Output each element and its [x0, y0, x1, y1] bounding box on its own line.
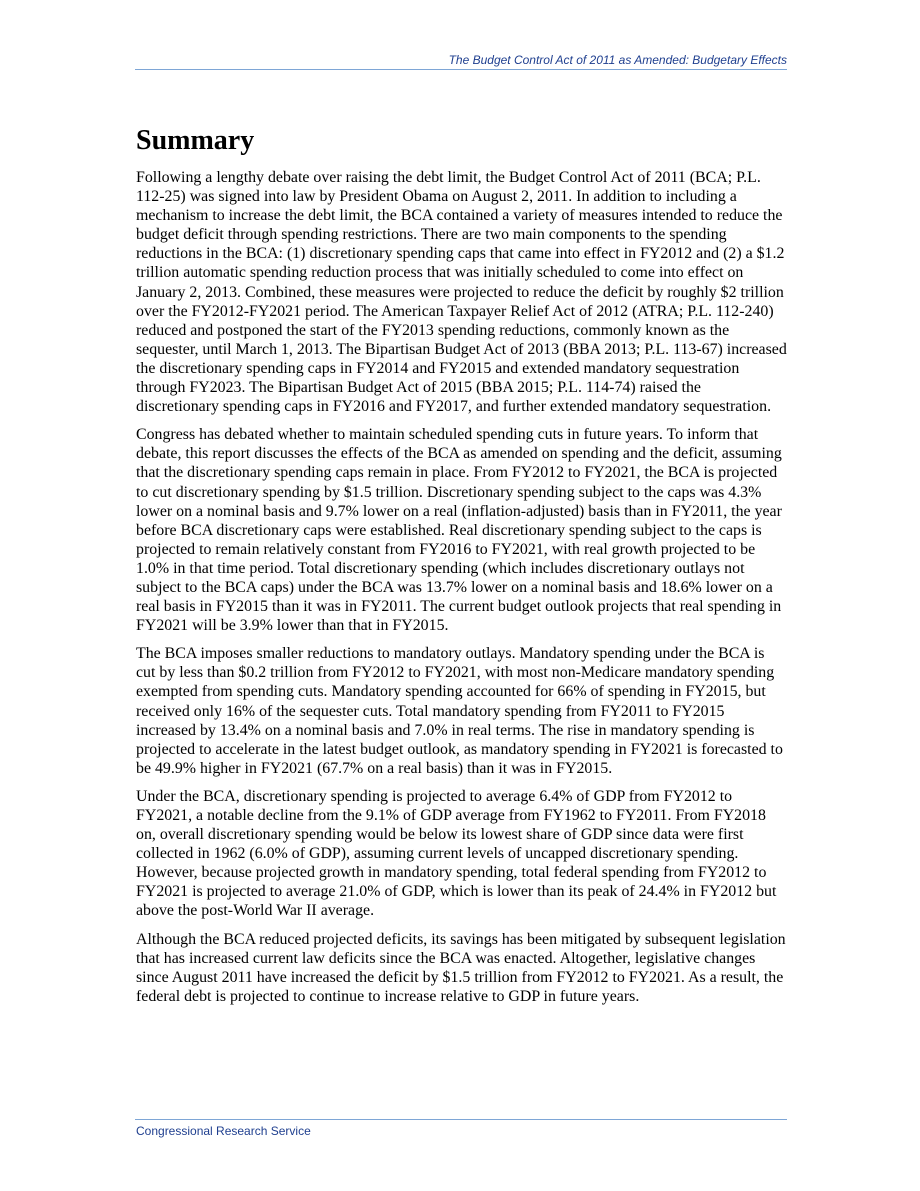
summary-body	[136, 168, 787, 1015]
footer-divider	[135, 1119, 787, 1120]
summary-paragraph-1: Following a lengthy debate over raising the debt limit, the Budget Control Act of 2011 (BCA; P.L. 112-25) was signed into law by President Obama on August 2, 2011. In addition to including a mechanism to increase the debt limit, the BCA contained a variety of measures intended to reduce the budget deficit through spending restrictions. There are two main components to the spending reductions in the BCA: (1) discretionary spending caps that came into effect in FY2012 and (2) a $1.2 trillion automatic spending reduction process that was initially scheduled to come into effect on January 2, 2013. Combined, these measures were projected to reduce the deficit by roughly $2 trillion over the FY2012-FY2021 period. The American Taxpayer Relief Act of 2012 (ATRA; P.L. 112-240) reduced and postponed the start of the FY2013 spending reductions, commonly known as the sequester, until March 1, 2013. The Bipartisan Budget Act of 2013 (BBA 2013; P.L. 113-67) increased the discretionary spending caps in FY2014 and FY2015 and extended mandatory sequestration through FY2023. The Bipartisan Budget Act of 2015 (BBA 2015; P.L. 114-74) raised the discretionary spending caps in FY2016 and FY2017, and further extended mandatory sequestration.	[136, 169, 787, 416]
summary-paragraph-3: The BCA imposes smaller reductions to mandatory outlays. Mandatory spending under the BCA is cut by less than $0.2 trillion from FY2012 to FY2021, with most non-Medicare mandatory spending exempted from spending cuts. Mandatory spending accounted for 66% of spending in FY2015, but received only 16% of the sequester cuts. Total mandatory spending from FY2011 to FY2015 increased by 13.4% on a nominal basis and 7.0% in real terms. The rise in mandatory spending is projected to accelerate in the latest budget outlook, as mandatory spending in FY2021 is forecasted to be 49.9% higher in FY2021 (67.7% on a real basis) than it was in FY2015.	[136, 645, 783, 777]
running-footer: Congressional Research Service	[136, 1124, 311, 1138]
summary-paragraph-4: Under the BCA, discretionary spending is projected to average 6.4% of GDP from FY2012 to FY2021, a notable decline from the 9.1% of GDP average from FY1962 to FY2011. From FY2018 on, overall discretionary spending would be below its lowest share of GDP since data were first collected in 1962 (6.0% of GDP), assuming current levels of uncapped discretionary spending. However, because projected growth in mandatory spending, total federal spending from FY2012 to FY2021 is projected to average 21.0% of GDP, which is lower than its peak of 24.4% in FY2012 but above the post-World War II average.	[136, 787, 777, 920]
header-divider	[135, 69, 787, 70]
summary-paragraph-5: Although the BCA reduced projected deficits, its savings has been mitigated by subsequent legislation that has increased current law deficits since the BCA was enacted. Altogether, legislative changes since August 2011 have increased the deficit by $1.5 trillion from FY2012 to FY2021. As a result, the federal debt is projected to continue to increase relative to GDP in future years.	[136, 930, 786, 1005]
section-title: Summary	[136, 125, 255, 156]
running-header: The Budget Control Act of 2011 as Amended: Budgetary Effects	[448, 53, 787, 67]
summary-paragraph-2: Congress has debated whether to maintain scheduled spending cuts in future years. To inform that debate, this report discusses the effects of the BCA as amended on spending and the deficit, assuming that the discretionary spending caps remain in place. From FY2012 to FY2021, the BCA is projected to cut discretionary spending by $1.5 trillion. Discretionary spending subject to the caps was 4.3% lower on a nominal basis and 9.7% lower on a real (inflation-adjusted) basis than in FY2011, the year before BCA discretionary caps were established. Real discretionary spending subject to the caps is projected to remain relatively constant from FY2016 to FY2021, with real growth projected to be 1.0% in that time period. Total discretionary spending (which includes discretionary outlays not subject to the BCA caps) under the BCA was 13.7% lower on a nominal basis and 18.6% lower on a real basis in FY2015 than it was in FY2011. The current budget outlook projects that real spending in FY2021 will be 3.9% lower than that in FY2015.	[136, 426, 782, 635]
